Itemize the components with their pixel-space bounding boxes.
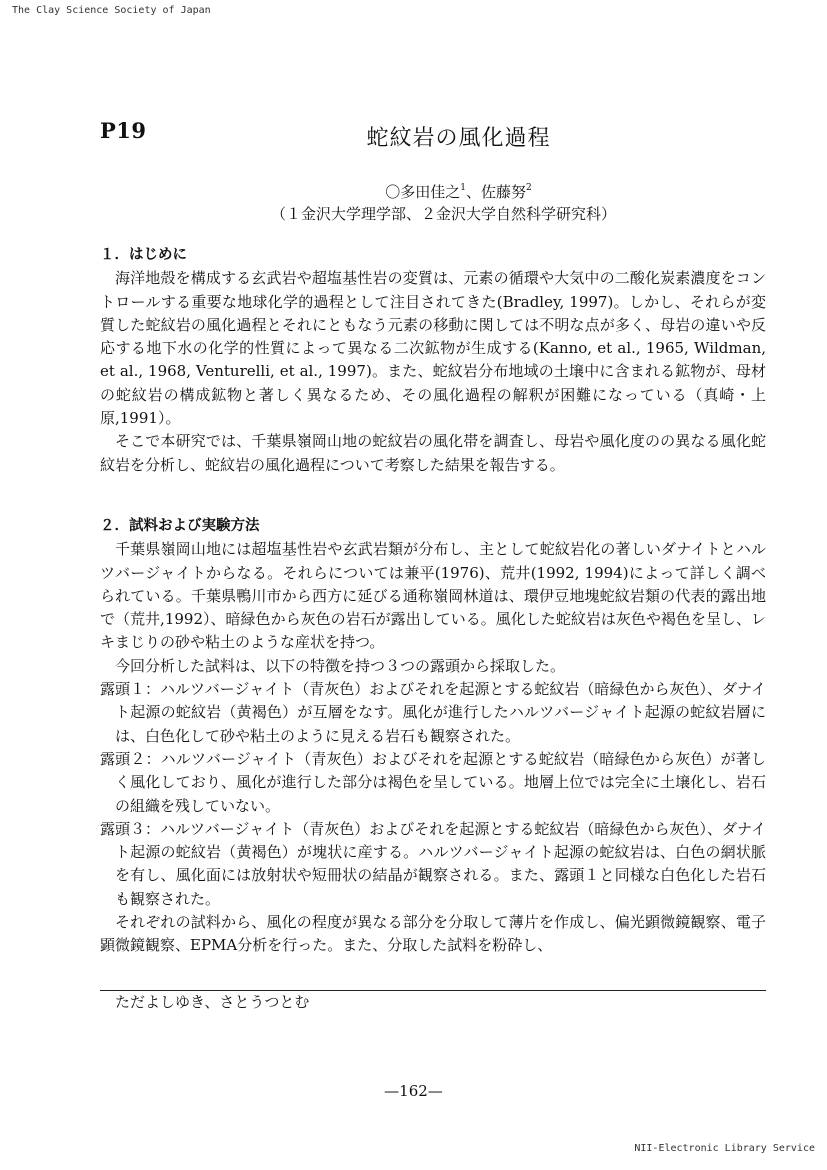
author-1-affiliation-mark: 1 <box>460 183 466 193</box>
authors-line <box>0 181 827 202</box>
paragraph: そこで本研究では、千葉県嶺岡山地の蛇紋岩の風化帯を調査し、母岩や風化度のの異なる風化蛇紋岩を分析し、蛇紋岩の風化過程について考察した結果を報告する。 <box>100 432 766 474</box>
section-introduction <box>100 244 766 477</box>
service-footer: NII-Electronic Library Service <box>634 1143 815 1154</box>
paper-title <box>0 121 827 152</box>
presentation-code: P19 <box>100 118 147 143</box>
outcrop-item: 露頭１：ハルツバージャイト（青灰色）およびそれを起源とする蛇紋岩（暗緑色から灰色）、ダナイト起源の蛇紋岩（黄褐色）が互層をなす。風化が進行したハルツバージャイト起源の蛇紋岩層には、白色化して砂や粘土のように見える岩石も観察された。 <box>100 680 766 745</box>
paragraph: 千葉県嶺岡山地には超塩基性岩や玄武岩類が分布し、主として蛇紋岩化の著しいダナイトとハルツバージャイトからなる。それらについては兼平(1976)、荒井(1992, 1994)によって詳しく調べられている。千葉県鴨川市から西方に延びる通称嶺岡林道は、環伊豆地塊蛇紋岩類の代表的露出地で（荒井,1992）、暗緑色から灰色の岩石が露出している。風化した蛇紋岩は灰色や褐色を呈し、レキまじりの砂や粘土のような産状を持つ。 <box>100 540 766 652</box>
outcrop-item: 露頭２：ハルツバージャイト（青灰色）およびそれを起源とする蛇紋岩（暗緑色から灰色）が著しく風化しており、風化が進行した部分は褐色を呈している。地層上位では完全に土壌化し、岩石の組織を残していない。 <box>100 749 766 815</box>
society-header: The Clay Science Society of Japan <box>12 5 211 16</box>
author-1: 〇多田佳之 <box>385 183 461 201</box>
affiliations-text: （１金沢大学理学部、２金沢大学自然科学研究科） <box>270 205 616 223</box>
paragraph: 今回分析した試料は、以下の特徴を持つ３つの露頭から採取した。 <box>115 656 566 675</box>
section-methods <box>100 515 766 958</box>
paper-title-text: 蛇紋岩の風化過程 <box>366 126 551 151</box>
outcrop-item: 露頭３：ハルツバージャイト（青灰色）およびそれを起源とする蛇紋岩（暗緑色から灰色）、ダナイト起源の蛇紋岩（黄褐色）が塊状に産する。ハルツバージャイト起源の蛇紋岩は、白色の網状脈を有し、風化面には放射状や短冊状の結晶が観察される。また、露頭１と同様な白色化した岩石も観察された。 <box>100 819 766 908</box>
page-number: —162— <box>384 1082 443 1100</box>
author-2: 、佐藤努 <box>466 183 527 201</box>
section-heading: １．はじめに <box>100 247 187 263</box>
paragraph: 海洋地殻を構成する玄武岩や超塩基性岩の変質は、元素の循環や大気中の二酸化炭素濃度をコントロールする重要な地球化学的過程として注目されてきた(Bradley, 1997)。しかし、それらが変質した蛇紋岩の風化過程とそれにともなう元素の移動に関しては不明な点が多く、母岩の違いや反応する地下水の化学的性質によって異なる二次鉱物が生成する(Kanno, et al., 1965, Wildman, et al., 1968, Venturelli, et al., 1997)。また、蛇紋岩分布地域の土壌中に含まれる鉱物が、母材の蛇紋岩の構成鉱物と著しく異なるため、その風化過程の解釈が困難になっている（真崎・上原,1991）。 <box>100 269 766 428</box>
paragraph: それぞれの試料から、風化の程度が異なる部分を分取して薄片を作成し、偏光顕微鏡観察、電子顕微鏡観察、EPMA分析を行った。また、分取した試料を粉砕し、 <box>100 913 766 955</box>
author-2-affiliation-mark: 2 <box>526 183 532 193</box>
section-heading: ２．試料および実験方法 <box>100 518 260 534</box>
affiliations <box>0 203 827 224</box>
author-reading-footnote: ただよしゆき、さとうつとむ <box>100 990 766 1014</box>
